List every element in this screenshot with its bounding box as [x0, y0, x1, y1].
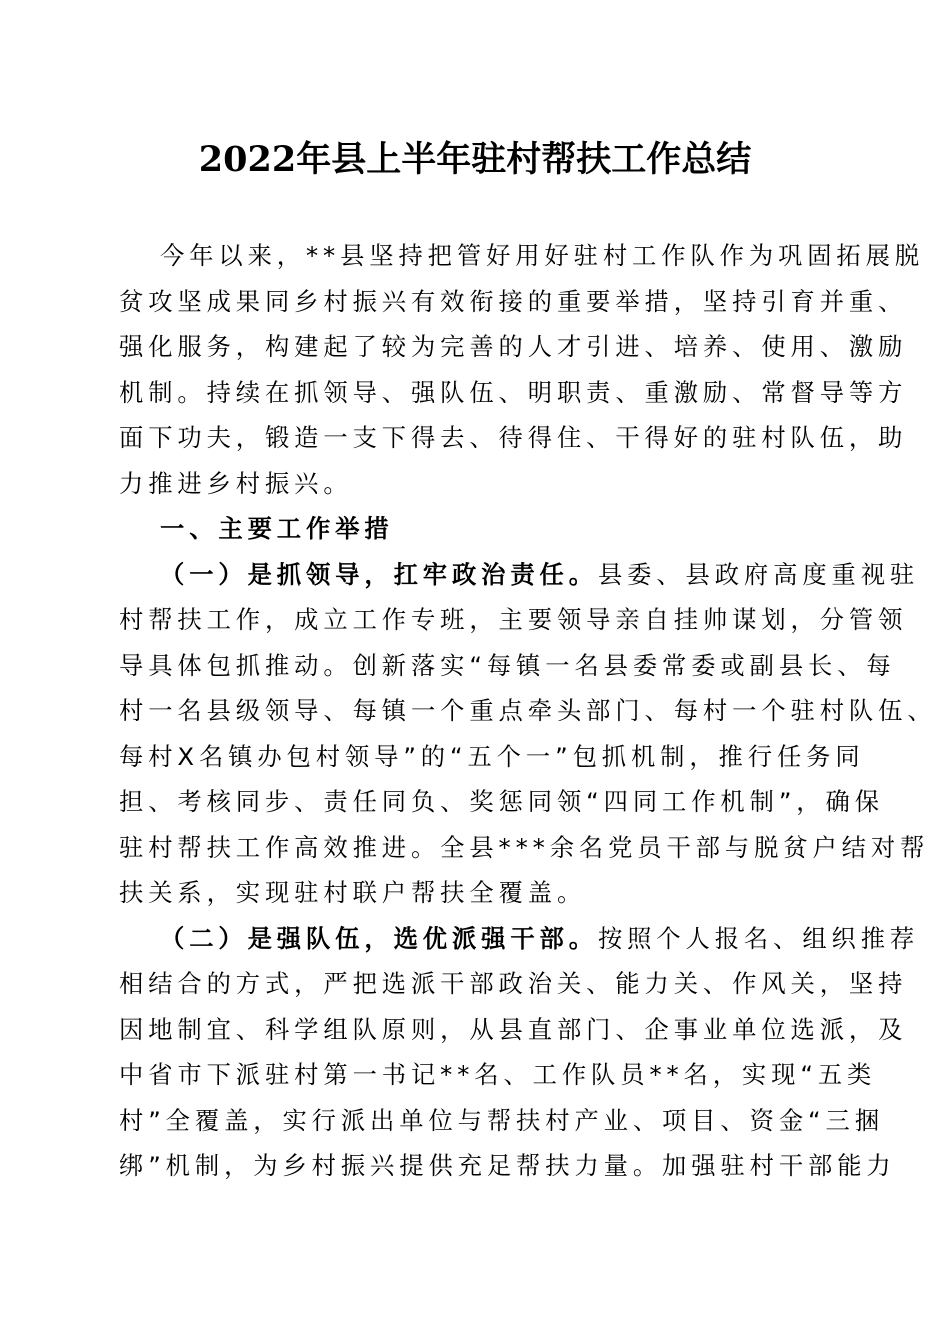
item-2-first-line: [119, 916, 920, 962]
intro-paragraph: [119, 233, 925, 506]
text-line: 绑”机制，为乡村振兴提供充足帮扶力量。加强驻村干部能力: [119, 1151, 896, 1180]
item-1-paragraph: [119, 552, 937, 916]
text-line: 每村X名镇办包村领导”的“五个一”包抓机制，推行任务同: [119, 741, 865, 771]
item-2-paragraph: [119, 916, 920, 1189]
section-heading: 一、主要工作举措: [160, 514, 394, 543]
text-line: 相结合的方式，严把选派干部政治关、能力关、作风关，坚持: [119, 969, 908, 998]
item-1-first-line-rest: 县委、县政府高度重视驻: [597, 559, 920, 589]
text-line: 导具体包抓推动。创新落实“每镇一名县委常委或副县长、每: [119, 650, 896, 680]
text-line: 驻村帮扶工作高效推进。全县***余名党员干部与脱贫户结对帮: [119, 832, 930, 862]
item-1-first-line: [119, 552, 920, 598]
text-line: 村一名县级领导、每镇一个重点牵头部门、每村一个驻村队伍、: [119, 696, 937, 725]
text-line: 中省市下派驻村第一书记**名、工作队员**名，实现“五类: [119, 1060, 877, 1089]
document-title: 2022年县上半年驻村帮扶工作总结: [198, 139, 752, 180]
text-line: 力推进乡村振兴。: [119, 468, 353, 498]
text-line: 机制。持续在抓领导、强队伍、明职责、重激励、常督导等方: [119, 377, 908, 407]
text-line: 村帮扶工作，成立工作专班，主要领导亲自挂帅谋划，分管领: [119, 605, 908, 634]
text-line: 因地制宜、科学组队原则，从县直部门、企事业单位选派，及: [119, 1014, 908, 1044]
text-line: 面下功夫，锻造一支下得去、待得住、干得好的驻村队伍，助: [119, 423, 908, 452]
item-1-lead: （一）是抓领导，扛牢政治责任。: [160, 559, 598, 589]
text-line: 扶关系，实现驻村联户帮扶全覆盖。: [119, 878, 587, 907]
text-line: 今年以来，**县坚持把管好用好驻村工作队作为巩固拓展脱: [160, 241, 925, 270]
document-body: [119, 233, 937, 1189]
item-2-first-line-rest: 按照个人报名、组织推荐: [597, 923, 920, 953]
text-line: 担、考核同步、责任同负、奖惩同领“四同工作机制”，确保: [119, 787, 884, 816]
text-line: 村”全覆盖，实行派出单位与帮扶村产业、项目、资金“三捆: [119, 1105, 884, 1135]
text-line: 贫攻坚成果同乡村振兴有效衔接的重要举措，坚持引育并重、: [119, 286, 908, 316]
item-2-lead: （二）是强队伍，选优派强干部。: [160, 923, 598, 953]
text-line: 强化服务，构建起了较为完善的人才引进、培养、使用、激励: [119, 332, 908, 361]
